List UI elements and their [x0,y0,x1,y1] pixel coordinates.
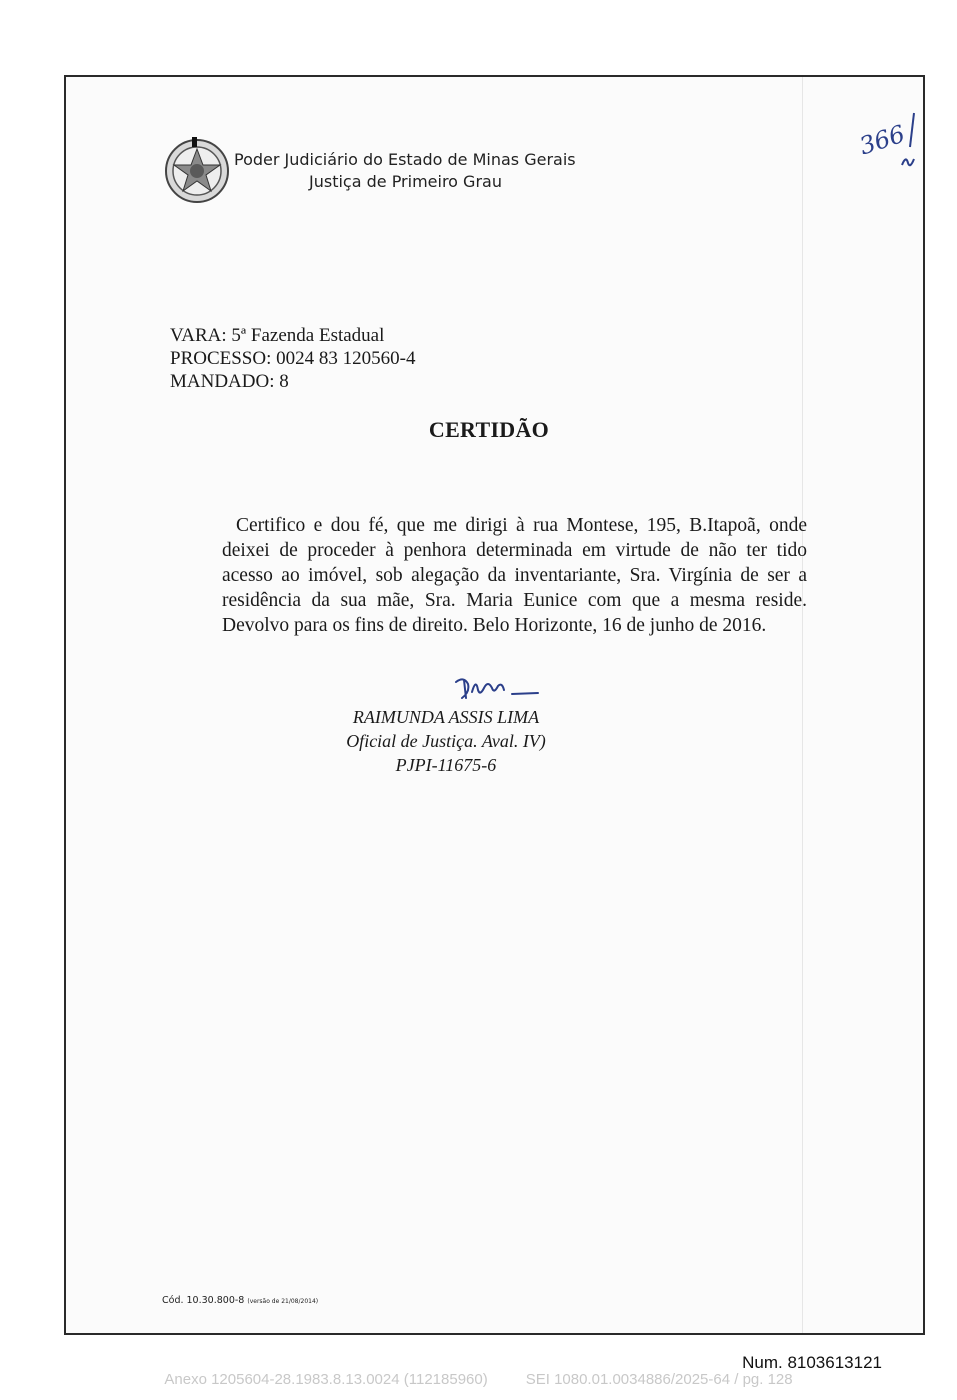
vara-line: VARA: 5ª Fazenda Estadual [170,325,385,346]
signatory-role: Oficial de Justiça. Aval. IV) [346,731,546,751]
handwritten-page-number-text: 366 [856,119,909,161]
form-code-version: (versão de 21/08/2014) [247,1298,319,1305]
page-footer [0,1371,957,1388]
signatory-id: PJPI-11675-6 [395,755,497,775]
handwritten-signature [450,672,545,702]
signatory-block [316,705,576,777]
form-code [162,1295,318,1306]
sei-reference: SEI 1080.01.0034886/2025-64 / pg. 128 [525,1371,793,1388]
case-info [170,324,415,393]
mandado-line: MANDADO: 8 [170,371,289,392]
certificate-body: Certifico e dou fé, que me dirigi à rua Montese, 195, B.Itapoã, onde deixei de proceder à penhora determinada em virtude de não ter tido acesso ao imóvel, sob alegação da inventariante, Sra. Virgínia de ser a residência da sua mãe, Sra. Maria Eunice com que a mesma reside. Devolvo para os fins de direito. Belo Horizonte, 16 de junho de 2016. [222,515,807,636]
document-title: CERTIDÃO [428,417,550,442]
form-code-number: Cód. 10.30.800-8 [162,1295,245,1306]
court-instance: Justiça de Primeiro Grau [309,172,502,191]
page-fold-line [802,77,803,1333]
document-number: Num. 8103613121 [742,1353,882,1372]
coat-of-arms-seal [162,135,232,205]
handwritten-page-number [856,107,926,177]
signatory-name: RAIMUNDA ASSIS LIMA [352,707,540,727]
processo-line: PROCESSO: 0024 83 120560-4 [170,348,416,369]
annex-reference: Anexo 1205604-28.1983.8.13.0024 (112185960) [164,1371,488,1388]
court-header [234,149,576,193]
scanned-page [64,75,925,1335]
court-name: Poder Judiciário do Estado de Minas Gerais [234,150,576,169]
